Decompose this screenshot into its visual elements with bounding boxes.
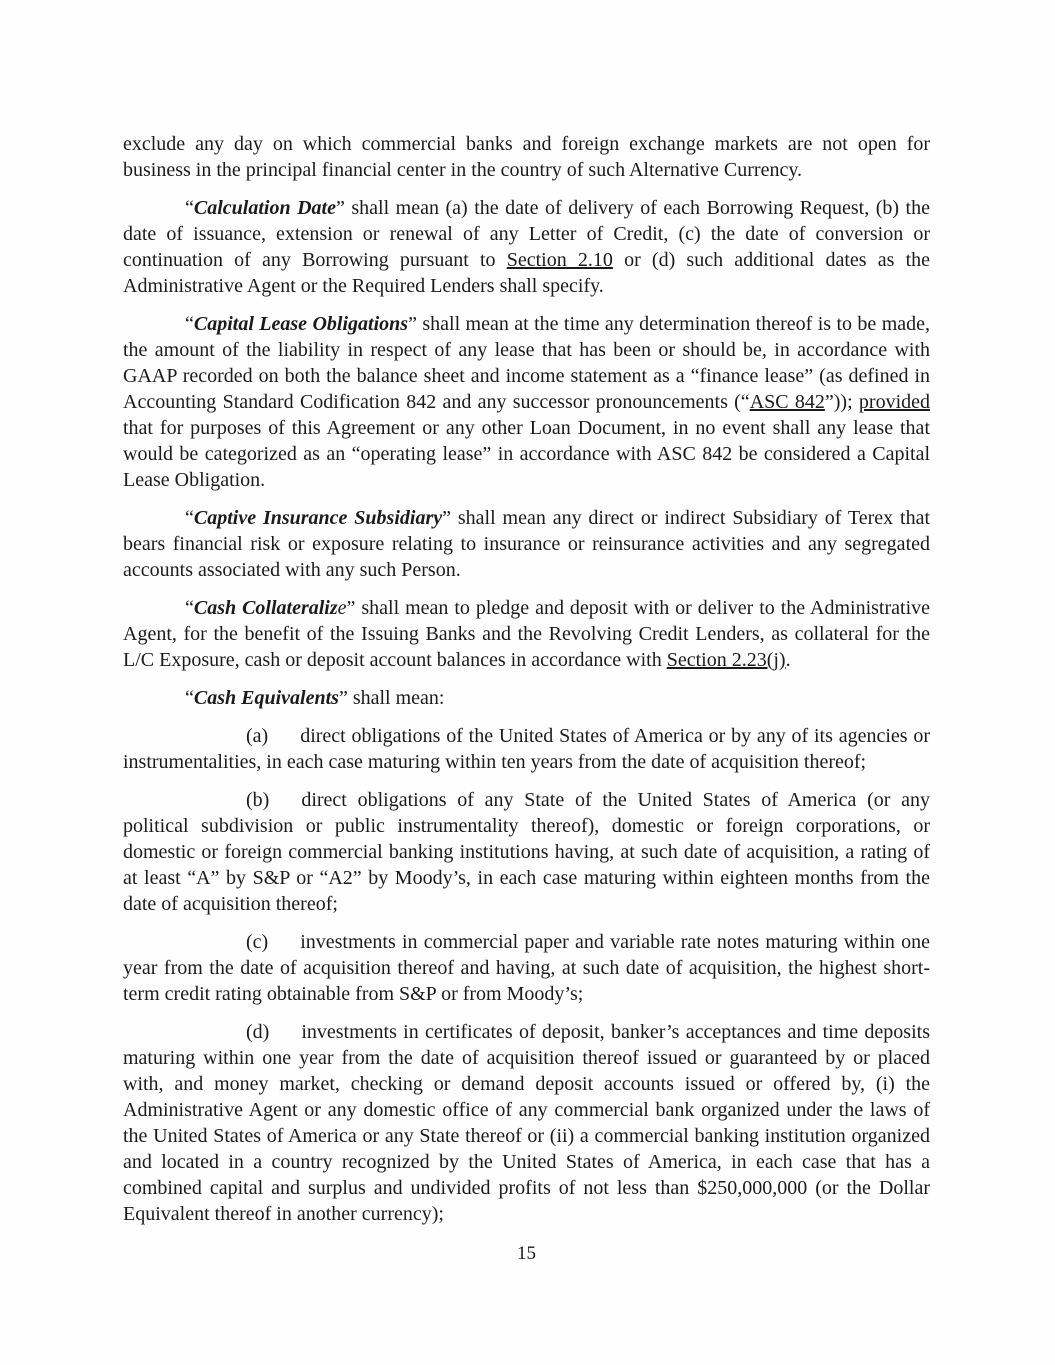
list-item-b (123, 787, 930, 917)
page-number: 15 (517, 1243, 536, 1264)
paragraph-intro-continuation (123, 131, 930, 183)
term-reference-asc-842: ASC 842 (749, 391, 825, 413)
paragraph-text: ”)); (824, 391, 859, 413)
list-item-label: (d) (246, 1021, 270, 1043)
paragraph-definition-cash-collateralize (123, 595, 930, 673)
paragraph-text: or (d) such additional dates as the Administrative Agent or the Required Lenders shall specify. (123, 249, 930, 297)
list-item-label: (c) (246, 931, 269, 953)
list-item-label: (b) (246, 789, 270, 811)
list-item-text: investments in certificates of deposit, banker’s acceptances and time deposits maturing within one year from the date of acquisition thereof issued or guaranteed by or placed with, and money market, checking or demand deposit accounts issued or offered by, (i) the Administrative Agent or any domestic office of any commercial bank organized under the laws of the United States of America or any State thereof or (ii) a commercial banking institution organized and located in a country recognized by the United States of America, in each case that has a combined capital and surplus and undivided profits of not less than $250,000,000 (or the Dollar Equivalent thereof in another currency); (123, 1021, 930, 1225)
defined-term-cash-equivalents: Cash Equivalents (193, 687, 339, 709)
list-item-text: investments in commercial paper and variable rate notes maturing within one year from the date of acquisition thereof and having, at such date of acquisition, the highest short-term credit rating obtainable from S&P or from Moody’s; (123, 931, 930, 1005)
section-reference-2-10: Section 2.10 (506, 249, 613, 271)
section-reference-2-23-j: Section 2.23(j) (666, 649, 786, 671)
open-quote: “ (185, 687, 194, 709)
proviso-word: provided (858, 391, 930, 413)
defined-term-capital-lease-obligations: Capital Lease Obligations (193, 313, 409, 335)
defined-term-suffix: e (337, 597, 347, 619)
list-item-text: direct obligations of any State of the United States of America (or any political subdivision or public instrumentality thereof), domestic or foreign corporations, or domestic or foreign commercial banking institutions having, at such date of acquisition, a rating of at least “A” by S&P or “A2” by Moody’s, in each case maturing within eighteen months from the date of acquisition thereof; (123, 789, 930, 915)
list-item-a (123, 723, 930, 775)
defined-term-cash-collateralize: Cash Collateraliz (193, 597, 338, 619)
paragraph-definition-captive-insurance-subsidiary (123, 505, 930, 583)
paragraph-text: exclude any day on which commercial banks and foreign exchange markets are not open for business in the principal financial center in the country of such Alternative Currency. (123, 133, 930, 181)
open-quote: “ (185, 597, 194, 619)
list-item-d (123, 1019, 930, 1227)
paragraph-definition-cash-equivalents (123, 685, 930, 711)
open-quote: “ (185, 507, 194, 529)
paragraph-text: ” shall mean: (338, 687, 445, 709)
paragraph-definition-capital-lease-obligations (123, 311, 930, 493)
paragraph-text: that for purposes of this Agreement or any other Loan Document, in no event shall any lease that would be categorized as an “operating lease” in accordance with ASC 842 be considered a Capital Lease Obligation. (123, 417, 930, 491)
defined-term-captive-insurance-subsidiary: Captive Insurance Subsidiary (193, 507, 443, 529)
paragraph-definition-calculation-date (123, 195, 930, 299)
paragraph-text: ” shall mean any direct or indirect Subsidiary of Terex that bears financial risk or exposure relating to insurance or reinsurance activities and any segregated accounts associated with any such Person. (123, 507, 930, 581)
paragraph-text: ” shall mean (a) the date of delivery of each Borrowing Request, (b) the date of issuance, extension or renewal of any Letter of Credit, (c) the date of conversion or continuation of any Borrowing pursuant to (123, 197, 930, 271)
open-quote: “ (185, 197, 194, 219)
paragraph-text: ” shall mean to pledge and deposit with or deliver to the Administrative Agent, for the benefit of the Issuing Banks and the Revolving Credit Lenders, as collateral for the L/C Exposure, cash or deposit account balances in accordance with (123, 597, 931, 671)
list-item-label: (a) (246, 725, 269, 747)
open-quote: “ (185, 313, 194, 335)
paragraph-text: . (785, 649, 791, 671)
list-item-text: direct obligations of the United States of America or by any of its agencies or instrumentalities, in each case maturing within ten years from the date of acquisition thereof; (123, 725, 930, 773)
list-item-c (123, 929, 930, 1007)
paragraph-text: ” shall mean at the time any determination thereof is to be made, the amount of the liability in respect of any lease that has been or should be, in accordance with GAAP recorded on both the balance sheet and income statement as a “finance lease” (as defined in Accounting Standard Codification 842 and any successor pronouncements (“ (123, 313, 931, 413)
defined-term-calculation-date: Calculation Date (193, 197, 336, 219)
